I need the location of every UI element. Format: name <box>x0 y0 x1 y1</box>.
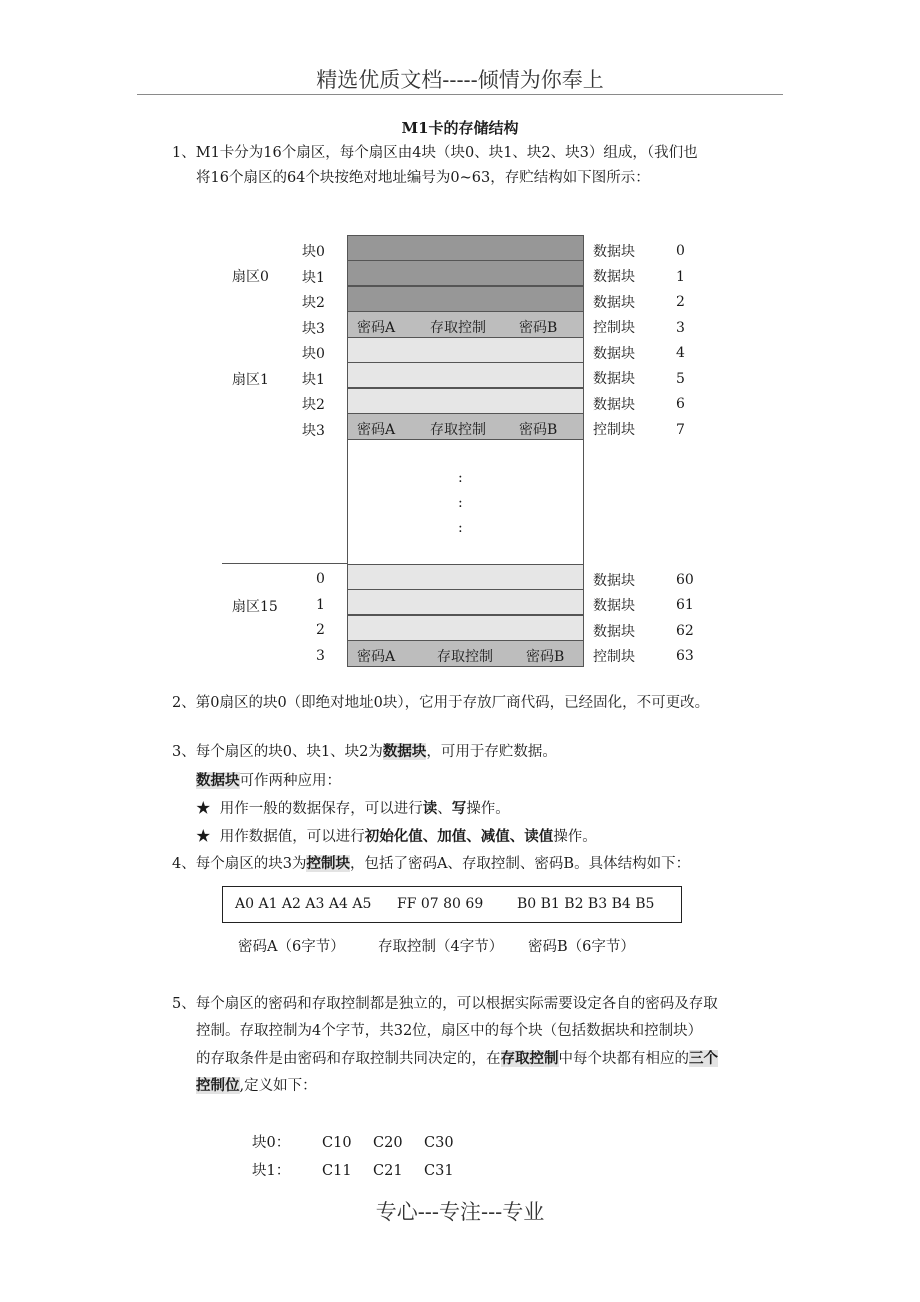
control-block-structure-box <box>222 886 682 923</box>
ellipsis-dot: : <box>458 495 463 511</box>
bullet-2-suffix: 操作。 <box>553 829 597 845</box>
block-type-label: 数据块 <box>593 397 635 413</box>
key-b-label: 密码B <box>526 649 565 665</box>
block-address: 3 <box>676 320 685 336</box>
block-address: 60 <box>676 572 694 588</box>
block-address: 4 <box>676 345 685 361</box>
key-a-label: 密码A <box>357 320 396 336</box>
block-label: 块0 <box>302 346 325 362</box>
access-control-label: 存取控制 <box>437 649 493 665</box>
control-bit: C31 <box>424 1163 454 1179</box>
data-block-cell <box>347 564 584 590</box>
block-type-label: 数据块 <box>593 295 635 311</box>
access-control-term: 存取控制 <box>500 1050 559 1067</box>
section-3-bullet-1 <box>196 796 510 822</box>
section-1-line-1: 1、M1卡分为16个扇区，每个扇区由4块（块0、块1、块2、块3）组成，（我们也 <box>172 145 698 161</box>
key-a-bytes: A0 A1 A2 A3 A4 A5 <box>235 896 372 912</box>
section-5-line-2: 控制。存取控制为4个字节，共32位，扇区中的每个块（包括数据块和控制块） <box>196 1023 703 1039</box>
access-control-label: 存取控制 <box>430 422 486 438</box>
bullet-1-separator: 、 <box>437 801 452 817</box>
section-3-suffix: ，可用于存贮数据。 <box>426 744 557 760</box>
block-address: 63 <box>676 648 694 664</box>
key-b-label: 密码B <box>519 422 558 438</box>
control-block-term: 控制块 <box>306 855 350 872</box>
control-bit: C30 <box>424 1135 454 1151</box>
section-3-line-1 <box>172 739 557 765</box>
star-icon: ★ <box>196 829 211 845</box>
data-block-cell <box>347 286 584 312</box>
block-address: 6 <box>676 396 685 412</box>
section-4-suffix: ，包括了密码A、存取控制、密码B。具体结构如下： <box>349 856 691 872</box>
block-address: 5 <box>676 371 685 387</box>
block-type-label: 数据块 <box>593 624 635 640</box>
data-block-cell <box>347 615 584 641</box>
page-footer: 专心---专注---专业 <box>375 1200 545 1224</box>
data-block-term: 数据块 <box>382 743 427 760</box>
sector-0-label: 扇区0 <box>232 269 269 285</box>
key-b-caption: 密码B（6字节） <box>528 939 635 955</box>
sector-1-label: 扇区1 <box>232 372 269 388</box>
section-3-bullet-2 <box>196 824 597 850</box>
block-type-label: 数据块 <box>593 573 635 589</box>
ellipsis-dot: : <box>458 520 463 536</box>
data-block-cell <box>347 337 584 363</box>
access-control-caption: 存取控制（4字节） <box>378 939 504 955</box>
block-type-label: 数据块 <box>593 371 635 387</box>
data-block-cell <box>347 235 584 261</box>
bullet-1-prefix: 用作一般的数据保存，可以进行 <box>219 801 423 817</box>
block-label: 3 <box>316 648 325 664</box>
section-5-line-3-mid: 中每个块都有相应的 <box>558 1051 689 1067</box>
access-control-bytes: FF 07 80 69 <box>397 896 484 912</box>
block-type-label: 数据块 <box>593 346 635 362</box>
control-bits-row-label: 块1： <box>252 1163 291 1179</box>
three-term: 三个 <box>689 1050 718 1067</box>
key-a-label: 密码A <box>357 422 396 438</box>
block-label: 块2 <box>302 295 325 311</box>
block-address: 1 <box>676 269 685 285</box>
section-1-line-2: 将16个扇区的64个块按绝对地址编号为0~63，存贮结构如下图所示： <box>196 170 650 186</box>
section-5-line-1: 5、每个扇区的密码和存取控制都是独立的，可以根据实际需要设定各自的密码及存取 <box>172 996 718 1012</box>
control-block-cell <box>347 413 584 440</box>
block-label: 块2 <box>302 397 325 413</box>
page-header: 精选优质文档-----倾情为你奉上 <box>316 68 604 92</box>
block-address: 62 <box>676 623 694 639</box>
key-a-caption: 密码A（6字节） <box>238 939 345 955</box>
read-term: 读 <box>422 800 438 817</box>
sector-15-divider <box>222 563 347 564</box>
block-type-label: 控制块 <box>593 649 635 665</box>
block-label: 块3 <box>302 321 325 337</box>
control-bit: C20 <box>373 1135 403 1151</box>
star-icon: ★ <box>196 801 211 817</box>
block-type-label: 数据块 <box>593 598 635 614</box>
block-type-label: 控制块 <box>593 320 635 336</box>
block-label: 1 <box>316 597 325 613</box>
block-type-label: 数据块 <box>593 269 635 285</box>
control-block-cell <box>347 311 584 338</box>
control-bit: C11 <box>322 1163 352 1179</box>
section-5-line-4-suffix: ,定义如下： <box>239 1078 317 1094</box>
header-divider <box>137 94 783 95</box>
omitted-sectors-area <box>347 439 584 565</box>
control-bit: C10 <box>322 1135 352 1151</box>
value-ops-term: 初始化值、加值、减值、读值 <box>364 828 554 845</box>
block-label: 2 <box>316 622 325 638</box>
control-bit: C21 <box>373 1163 403 1179</box>
section-5-line-4 <box>196 1073 317 1099</box>
block-type-label: 控制块 <box>593 422 635 438</box>
access-control-label: 存取控制 <box>430 320 486 336</box>
write-term: 写 <box>451 800 467 817</box>
section-2: 2、第0扇区的块0（即绝对地址0块），它用于存放厂商代码，已经固化，不可更改。 <box>172 695 710 711</box>
key-b-label: 密码B <box>519 320 558 336</box>
section-3-sub: 可作两种应用： <box>239 773 341 789</box>
ellipsis-dot: : <box>458 470 463 486</box>
bullet-1-suffix: 操作。 <box>466 801 510 817</box>
data-block-cell <box>347 589 584 615</box>
control-bits-term: 控制位 <box>196 1077 240 1094</box>
data-block-cell <box>347 260 584 286</box>
section-3-prefix: 3、每个扇区的块0、块1、块2为 <box>172 744 383 760</box>
data-block-cell <box>347 388 584 414</box>
document-title: M1卡的存储结构 <box>401 119 519 137</box>
block-label: 块1 <box>302 270 325 286</box>
block-label: 块3 <box>302 423 325 439</box>
section-4-prefix: 4、每个扇区的块3为 <box>172 856 307 872</box>
block-label: 0 <box>316 571 325 587</box>
key-b-bytes: B0 B1 B2 B3 B4 B5 <box>517 896 655 912</box>
data-block-term: 数据块 <box>196 772 240 789</box>
block-label: 块0 <box>302 244 325 260</box>
key-a-label: 密码A <box>357 649 396 665</box>
section-3-line-2 <box>196 768 341 794</box>
block-type-label: 数据块 <box>593 244 635 260</box>
sector-15-label: 扇区15 <box>232 599 278 615</box>
section-5-line-3-prefix: 的存取条件是由密码和存取控制共同决定的，在 <box>196 1051 501 1067</box>
block-label: 块1 <box>302 372 325 388</box>
data-block-cell <box>347 362 584 388</box>
section-5-line-3 <box>196 1046 718 1072</box>
control-bits-row-label: 块0： <box>252 1135 291 1151</box>
block-address: 61 <box>676 597 694 613</box>
section-4-line-1 <box>172 851 690 877</box>
block-address: 7 <box>676 422 685 438</box>
bullet-2-prefix: 用作数据值，可以进行 <box>219 829 365 845</box>
block-address: 0 <box>676 243 685 259</box>
control-block-cell <box>347 640 584 667</box>
block-address: 2 <box>676 294 685 310</box>
